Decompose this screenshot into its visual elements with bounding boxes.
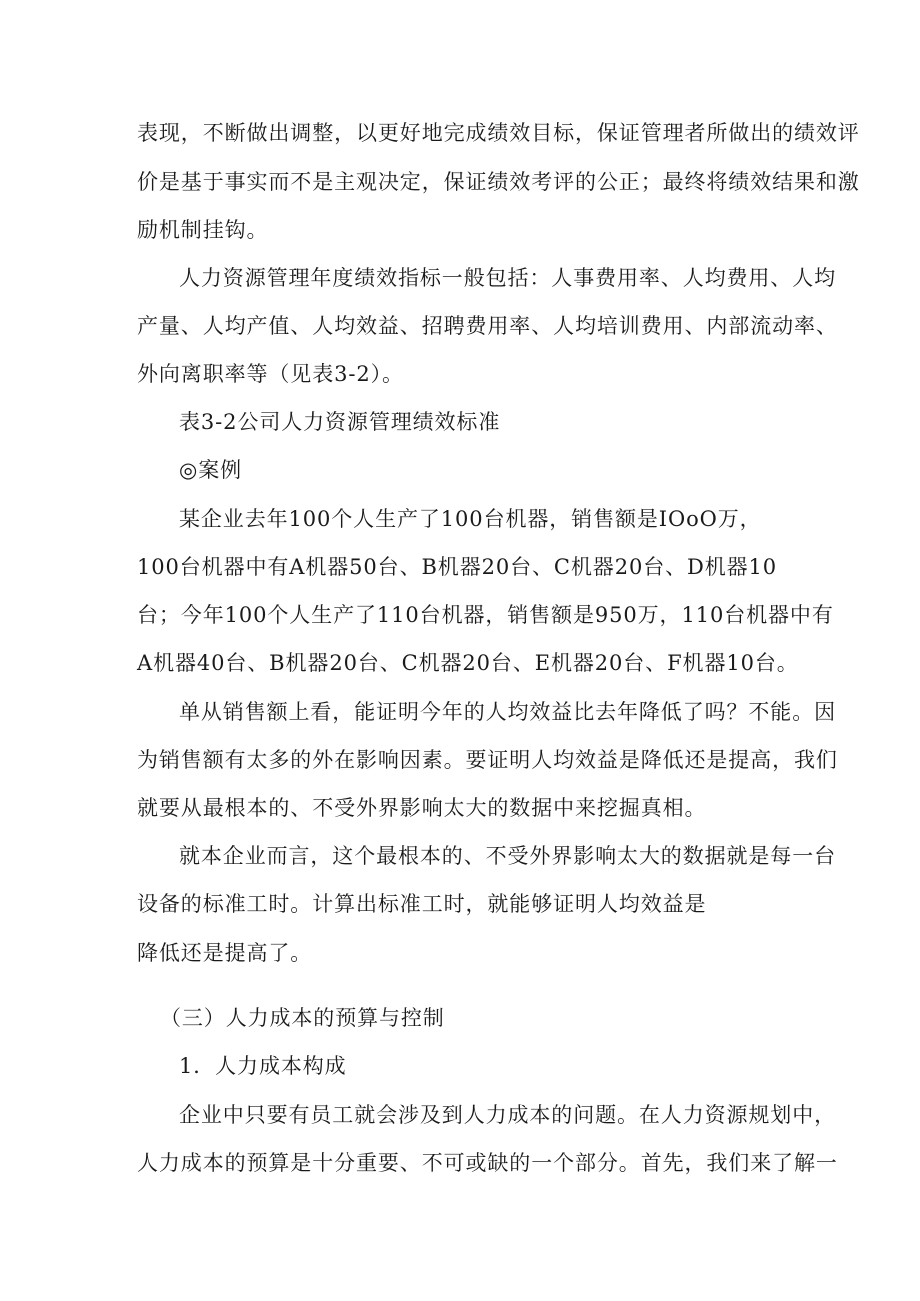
paragraph-line: 外向离职率等（见表3-2）。 <box>137 362 404 386</box>
paragraph-line: 为销售额有太多的外在影响因素。要证明人均效益是降低还是提高，我们 <box>137 748 838 772</box>
paragraph-line: 某企业去年100个人生产了100台机器，销售额是IOoO万， <box>179 507 762 531</box>
paragraph-line: 降低还是提高了。 <box>137 941 313 965</box>
paragraph-line: 表现，不断做出调整，以更好地完成绩效目标，保证管理者所做出的绩效评 <box>137 121 860 145</box>
paragraph-line: 就本企业而言，这个最根本的、不受外界影响太大的数据就是每一台 <box>179 844 836 868</box>
paragraph-line: 单从销售额上看，能证明今年的人均效益比去年降低了吗？不能。因 <box>179 700 836 724</box>
paragraph-line: 企业中只要有员工就会涉及到人力成本的问题。在人力资源规划中， <box>179 1103 836 1127</box>
case-heading: ◎案例 <box>179 458 243 482</box>
subsection-heading: 1．人力成本构成 <box>179 1054 347 1078</box>
paragraph-line: 励机制挂钩。 <box>137 218 269 242</box>
paragraph-line: 100台机器中有A机器50台、B机器20台、C机器20台、D机器10 <box>137 555 778 579</box>
section-heading: （三）人力成本的预算与控制 <box>160 1006 445 1030</box>
paragraph-line: 人力资源管理年度绩效指标一般包括：人事费用率、人均费用、人均 <box>179 266 836 290</box>
paragraph-line: 台；今年100个人生产了110台机器，销售额是950万，110台机器中有 <box>137 603 834 627</box>
paragraph-line: A机器40台、B机器20台、C机器20台、E机器20台、F机器10台。 <box>137 651 799 675</box>
paragraph-line: 产量、人均产值、人均效益、招聘费用率、人均培训费用、内部流动率、 <box>137 314 838 338</box>
table-caption: 表3-2公司人力资源管理绩效标准 <box>179 410 501 434</box>
paragraph-line: 人力成本的预算是十分重要、不可或缺的一个部分。首先，我们来了解一 <box>137 1151 838 1175</box>
paragraph-line: 设备的标准工时。计算出标准工时，就能够证明人均效益是 <box>137 892 707 916</box>
paragraph-line: 价是基于事实而不是主观决定，保证绩效考评的公正；最终将绩效结果和激 <box>137 170 860 194</box>
paragraph-line: 就要从最根本的、不受外界影响太大的数据中来挖掘真相。 <box>137 796 707 820</box>
